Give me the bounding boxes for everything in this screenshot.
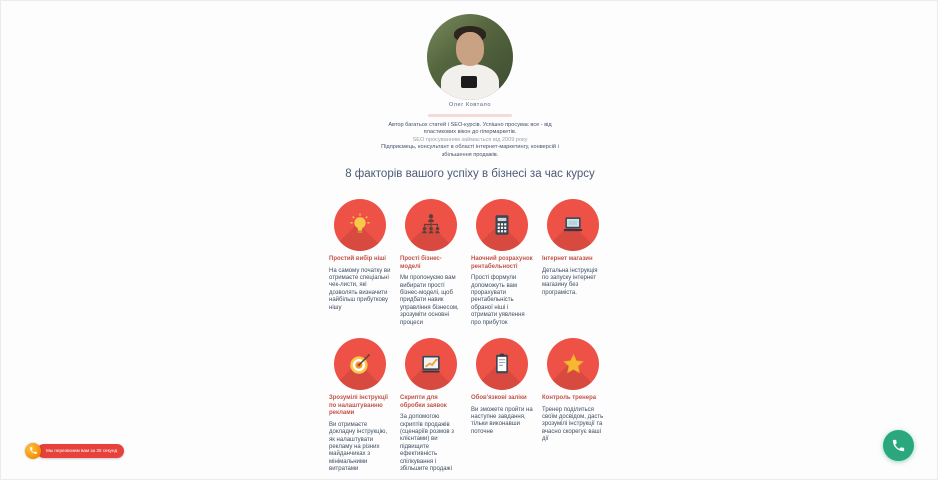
feature-card-ads <box>329 338 391 480</box>
feature-card-tests <box>471 338 533 480</box>
avatar-face <box>456 32 484 66</box>
bio-line: SEO просуванням займається від 2009 року <box>412 136 528 143</box>
name-divider <box>428 114 512 117</box>
avatar-shirt-print <box>461 76 477 88</box>
feature-title: Наочний розрахунок рентабельності <box>471 256 533 270</box>
star-icon <box>547 338 599 390</box>
feature-card-profitability <box>471 199 533 338</box>
phone-icon <box>891 438 906 453</box>
bio-line: пластикових вікон до гіпермаркетів. <box>423 129 517 136</box>
feature-body: Прості формули допоможуть вам прорахувати рентабельність обраної ніші і отримати уявлення про прибуток <box>471 275 525 326</box>
bio-line: Автор багатьох статей і SEO-курсів. Успішно просуває все - від <box>388 122 552 128</box>
feature-title: Обов'язкові заліки <box>471 395 527 401</box>
feature-body: Детальна інструкція по запуску інтернет магазину без програміста. <box>542 267 598 296</box>
features-grid <box>329 199 605 480</box>
bio-line: Підприємець, консультант в області інтернет-маркетингу, конверсій і <box>381 144 559 151</box>
feature-card-shop <box>542 199 604 338</box>
laptop-icon <box>547 199 599 251</box>
calculator-icon <box>476 199 528 251</box>
profile-bio <box>1 122 938 159</box>
feature-title: Зрозумілі інструкції по налаштуванню реклами <box>329 395 388 417</box>
feature-body: За допомогою скриптів продажів (сценаріїв розмов з клієнтами) ви підвищите ефективність спілкування і збільшите продажі <box>400 414 454 473</box>
callback-label[interactable]: Мы перезвоним вам за 30 секунд <box>37 444 124 458</box>
org-chart-icon <box>405 199 457 251</box>
section-heading: 8 факторів вашого успіху в бізнесі за час курсу <box>345 168 595 180</box>
feature-body: Ви отримаєте докладну інструкцію, як налаштувати рекламу на різних майданчиках з мінімальними витратами <box>329 421 388 473</box>
feature-card-trainer <box>542 338 604 480</box>
call-button[interactable] <box>883 430 914 461</box>
feature-card-scripts <box>400 338 462 480</box>
feature-body: Ви зможете пройти на наступне завдання, тільки виконавши поточне <box>471 406 533 435</box>
feature-card-models <box>400 199 462 338</box>
profile-name: Олег Ковтало <box>448 102 492 108</box>
callback-widget-button[interactable] <box>25 442 124 459</box>
feature-title: Скрипти для обробки заявок <box>400 395 447 409</box>
lightbulb-icon <box>334 199 386 251</box>
avatar <box>427 14 513 100</box>
feature-title: Інтернет магазин <box>542 256 593 262</box>
feature-title: Простий вибір ніші <box>329 256 386 262</box>
feature-card-niche <box>329 199 391 338</box>
target-icon <box>334 338 386 390</box>
feature-title: Контроль тренера <box>542 395 597 401</box>
feature-body: Тренер поділиться своїм досвідом, дасть зрозумілі інструкції та вчасно скорегує ваші дії <box>542 406 604 443</box>
feature-body: На самому початку ви отримаєте спеціальні чек-листи, які дозволять визначити найбільш прибуткову нішу <box>329 267 391 311</box>
clipboard-icon <box>476 338 528 390</box>
bio-line: збільшення продажів. <box>441 151 499 158</box>
feature-title: Прості бізнес-моделі <box>400 256 442 270</box>
growth-chart-icon <box>405 338 457 390</box>
feature-body: Ми пропонуємо вам вибирати прості бізнес-моделі, щоб придбати навик управління бізнесом, зрозуміти основні процеси <box>400 275 459 326</box>
callback-phone-icon[interactable] <box>25 443 41 459</box>
